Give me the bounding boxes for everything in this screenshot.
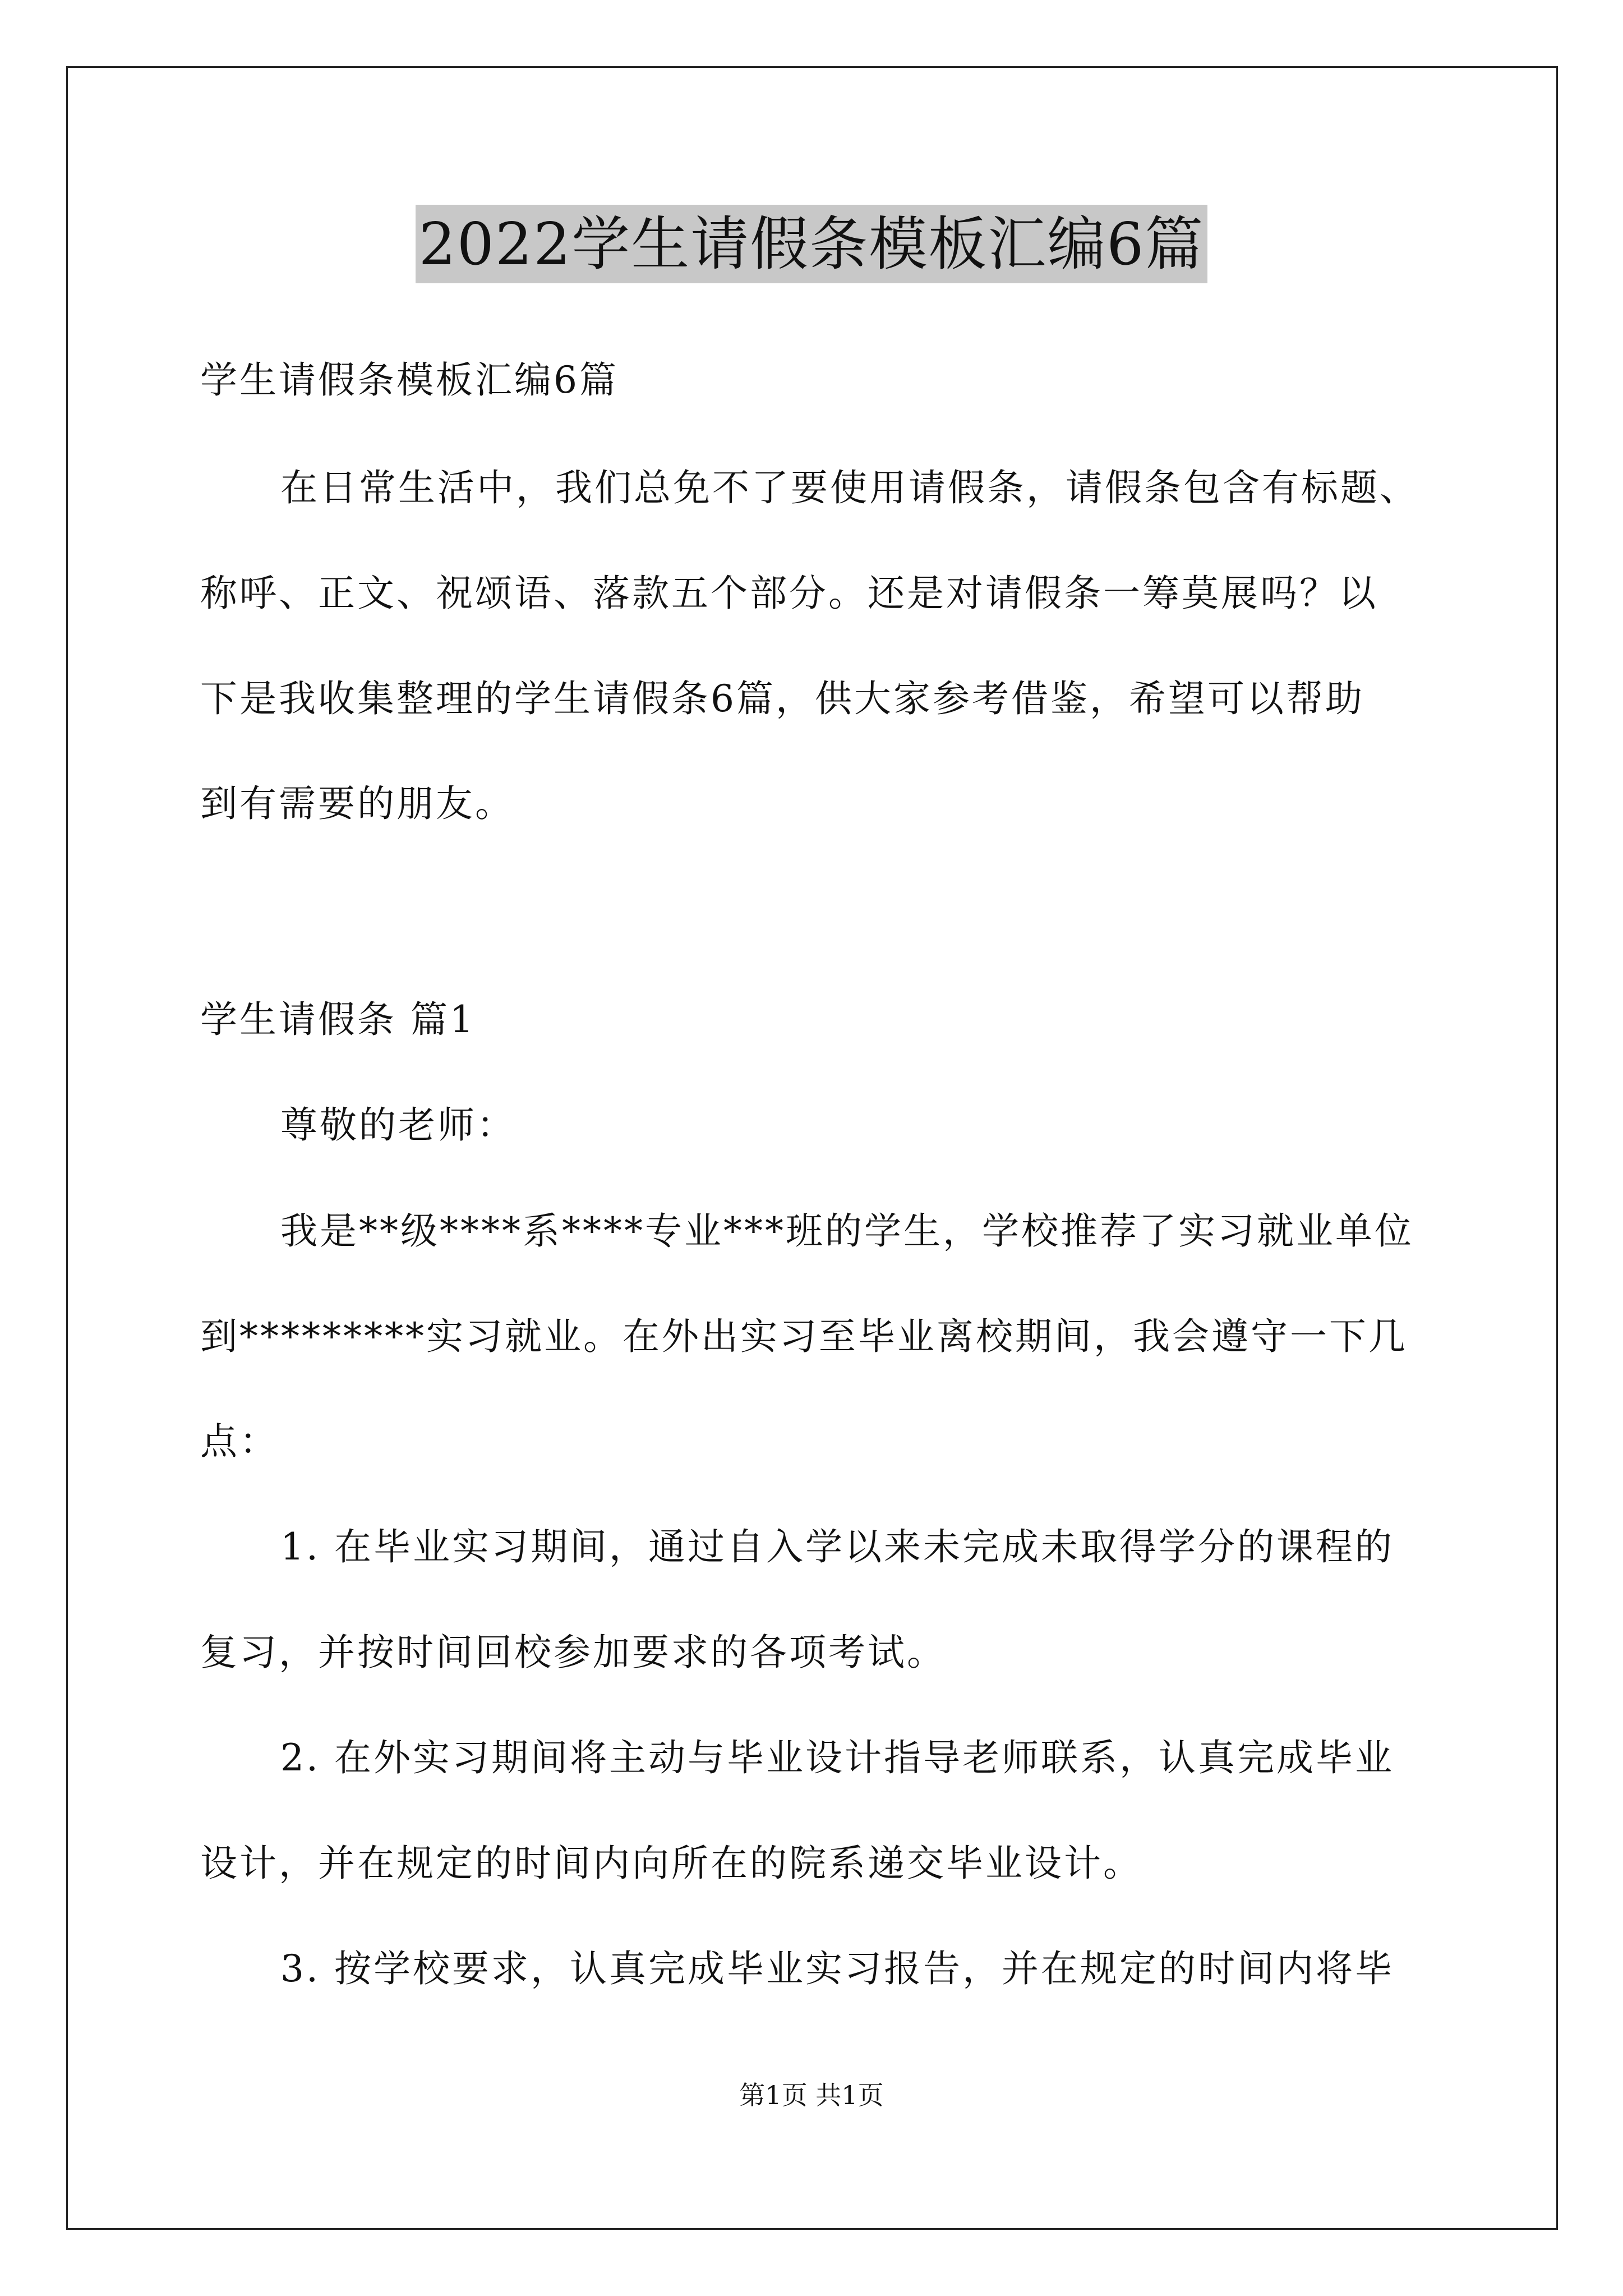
page-footer: 第1页 共1页 bbox=[739, 2080, 884, 2110]
item-2-line-2: 设计，并在规定的时间内向所在的院系递交毕业设计。 bbox=[200, 1842, 1142, 1885]
body-line-2: 到*********实习就业。在外出实习至毕业离校期间，我会遵守一下几 bbox=[200, 1315, 1408, 1358]
title-container bbox=[0, 205, 1623, 283]
item-1-line-2: 复习，并按时间回校参加要求的各项考试。 bbox=[200, 1631, 946, 1674]
body-line-3: 点： bbox=[200, 1420, 279, 1463]
subtitle: 学生请假条模板汇编6篇 bbox=[200, 358, 619, 402]
intro-line-3: 下是我收集整理的学生请假条6篇，供大家参考借鉴，希望可以帮助 bbox=[200, 677, 1364, 720]
intro-line-4: 到有需要的朋友。 bbox=[200, 782, 514, 825]
item-1-line-1: 1. 在毕业实习期间，通过自入学以来未完成未取得学分的课程的 bbox=[280, 1525, 1394, 1568]
body-line-1: 我是**级****系****专业***班的学生，学校推荐了实习就业单位 bbox=[280, 1209, 1414, 1253]
section-heading: 学生请假条 篇1 bbox=[200, 998, 476, 1041]
intro-line-2: 称呼、正文、祝颂语、落款五个部分。还是对请假条一筹莫展吗？以 bbox=[200, 572, 1378, 615]
salutation: 尊敬的老师： bbox=[280, 1103, 516, 1147]
item-2-line-1: 2. 在外实习期间将主动与毕业设计指导老师联系，认真完成毕业 bbox=[280, 1736, 1394, 1779]
document-title: 2022学生请假条模板汇编6篇 bbox=[416, 205, 1208, 283]
item-3-line-1: 3. 按学校要求，认真完成毕业实习报告，并在规定的时间内将毕 bbox=[280, 1947, 1394, 1990]
intro-line-1: 在日常生活中，我们总免不了要使用请假条，请假条包含有标题、 bbox=[280, 466, 1419, 509]
